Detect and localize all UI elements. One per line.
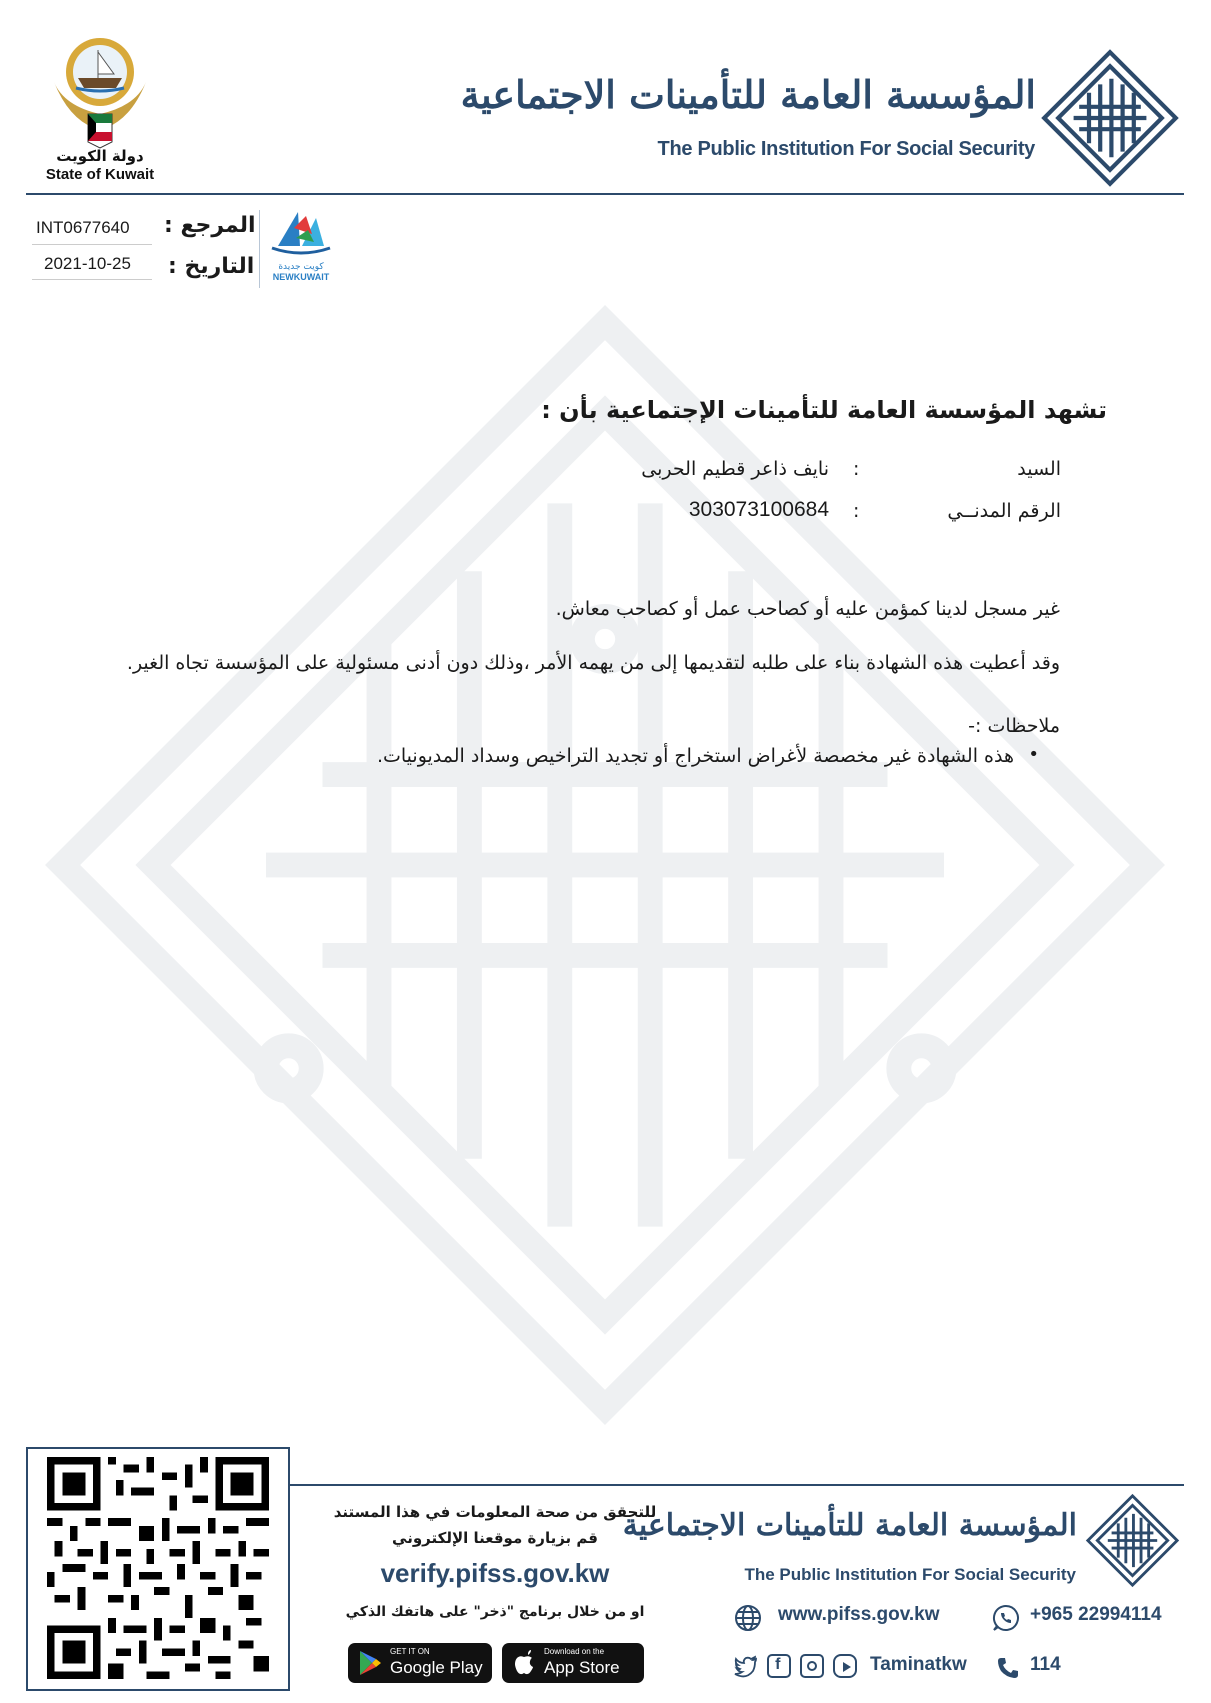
phone-icon <box>996 1656 1020 1680</box>
globe-icon <box>734 1604 762 1632</box>
verify-instruction-2: قم بزيارة موقعنا الإلكتروني <box>392 1529 598 1547</box>
footer-divider <box>290 1484 1184 1486</box>
google-play-button[interactable] <box>348 1643 492 1683</box>
social-handle[interactable]: Taminatkw <box>870 1654 967 1675</box>
civil-id-number: 303073100684 <box>688 498 829 521</box>
reference-divider <box>259 210 260 288</box>
youtube-icon[interactable] <box>833 1654 857 1678</box>
reference-underline <box>32 244 152 245</box>
social-icons <box>734 1654 861 1678</box>
new-kuwait-arabic: كويت جديدة <box>278 262 324 272</box>
document-date: 2021-10-25 <box>44 254 131 273</box>
verify-instruction-1: للتحقق من صحة المعلومات في هذا المستند <box>333 1503 657 1521</box>
note-item: هذه الشهادة غير مخصصة لأغراض استخراج أو تجديد التراخيص وسداد المديونيات. <box>376 745 1014 767</box>
whatsapp-icon <box>992 1604 1020 1632</box>
facebook-icon[interactable]: f <box>767 1654 791 1678</box>
name-colon: : <box>853 458 860 480</box>
apple-icon <box>512 1650 536 1676</box>
new-kuwait-sail-icon <box>268 208 334 258</box>
new-kuwait-logo <box>268 208 334 288</box>
whatsapp-number[interactable]: +965 22994114 <box>1030 1604 1162 1625</box>
institution-name-english: The Public Institution For Social Security <box>657 138 1035 160</box>
google-play-label: Google Play <box>390 1658 483 1677</box>
state-of-kuwait-english: State of Kuwait <box>45 166 155 183</box>
new-kuwait-english: NEWKUWAIT <box>272 272 330 282</box>
website-link[interactable]: www.pifss.gov.kw <box>778 1604 940 1625</box>
notes-label: ملاحظات :- <box>968 715 1060 737</box>
footer-institution-arabic: المؤسسة العامة للتأمينات الاجتماعية <box>622 1508 1077 1543</box>
pifss-logo-icon <box>1040 48 1180 188</box>
date-underline <box>32 279 152 280</box>
civil-id-label: الرقم المدنــي <box>947 500 1061 522</box>
civil-id-colon: : <box>853 500 860 522</box>
issuance-paragraph: وقد أعطيت هذه الشهادة بناء على طلبه لتقديمها إلى من يهمه الأمر ،وذلك دون أدنى مسئولية على المؤسسة تجاه الغير. <box>126 652 1060 674</box>
app-store-small-text: Download on the <box>544 1647 605 1656</box>
google-play-small-text: GET IT ON <box>390 1647 430 1656</box>
name-label: السيد <box>1017 458 1061 480</box>
app-store-button[interactable] <box>502 1643 644 1683</box>
certification-statement: تشهد المؤسسة العامة للتأمينات الإجتماعية بأن : <box>541 396 1107 424</box>
reference-number: INT0677640 <box>36 218 130 237</box>
kuwait-emblem-icon <box>40 22 160 152</box>
app-store-label: App Store <box>544 1658 620 1677</box>
footer-pifss-logo-icon <box>1085 1493 1180 1588</box>
institution-name-arabic: المؤسسة العامة للتأمينات الاجتماعية <box>460 72 1036 117</box>
instagram-icon[interactable] <box>800 1654 824 1678</box>
twitter-icon[interactable] <box>734 1654 758 1678</box>
state-of-kuwait-arabic: دولة الكويت <box>56 147 144 165</box>
reference-label: المرجع : <box>164 213 256 238</box>
person-name: نايف ذاعر قطيم الحربى <box>641 458 829 480</box>
footer-institution-english: The Public Institution For Social Security <box>744 1565 1076 1584</box>
header-divider <box>26 193 1184 195</box>
watermark-logo <box>40 300 1170 1430</box>
qr-code[interactable] <box>38 1457 278 1679</box>
hotline-number[interactable]: 114 <box>1030 1654 1061 1675</box>
registration-status-paragraph: غير مسجل لدينا كمؤمن عليه أو كصاحب عمل أو كصاحب معاش. <box>555 598 1060 620</box>
verify-url-link[interactable]: verify.pifss.gov.kw <box>380 1558 610 1588</box>
verify-instruction-3: او من خلال برنامج "ذخر" على هاتفك الذكي <box>345 1604 645 1620</box>
google-play-icon <box>358 1650 382 1676</box>
note-bullet: • <box>1028 744 1039 765</box>
date-label: التاريخ : <box>168 254 255 279</box>
